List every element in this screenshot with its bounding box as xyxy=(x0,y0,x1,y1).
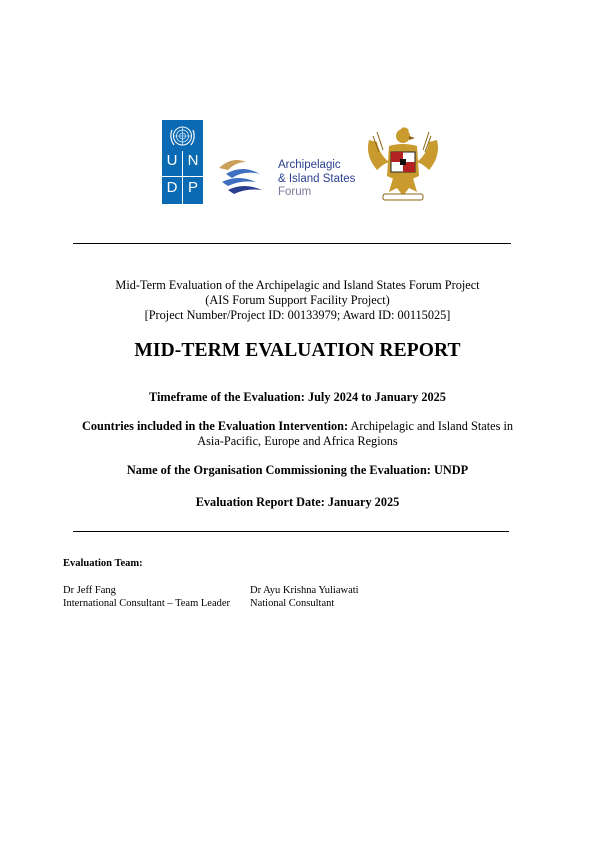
subtitle-line-3: [Project Number/Project ID: 00133979; Award ID: 00115025] xyxy=(144,308,451,322)
undp-letter-p: P xyxy=(187,179,198,196)
ais-forum-wave-icon xyxy=(216,154,266,196)
countries-label: Countries included in the Evaluation Intervention: xyxy=(81,419,349,433)
undp-logo xyxy=(162,120,203,204)
undp-letter-d: D xyxy=(166,179,178,196)
member-role: International Consultant – Team Leader xyxy=(63,598,231,609)
commissioning-organisation: Name of the Organisation Commissioning the Evaluation: UNDP xyxy=(126,463,469,477)
logo-row xyxy=(0,118,595,208)
team-member xyxy=(250,584,359,610)
countries-line-1: Archipelagic and Island States in xyxy=(348,419,514,433)
member-name: Dr Ayu Krishna Yuliawati xyxy=(250,585,359,596)
bottom-divider xyxy=(73,531,509,532)
un-emblem-icon xyxy=(168,124,197,150)
team-heading: Evaluation Team: xyxy=(63,558,143,569)
countries-line-2: Asia-Pacific, Europe and Africa Regions xyxy=(197,433,398,448)
undp-letter-n: N xyxy=(187,152,199,169)
evaluation-timeframe: Timeframe of the Evaluation: July 2024 to January 2025 xyxy=(149,390,446,404)
undp-letter-u: U xyxy=(166,152,178,169)
ais-line-2: & Island States xyxy=(278,172,356,185)
subtitle-line-2: (AIS Forum Support Facility Project) xyxy=(205,293,390,307)
report-title: MID-TERM EVALUATION REPORT xyxy=(134,340,461,361)
member-role: National Consultant xyxy=(250,598,335,609)
countries-included xyxy=(0,419,595,448)
subtitle-line-1: Mid-Term Evaluation of the Archipelagic and Island States Forum Project xyxy=(115,278,480,292)
garuda-emblem-icon xyxy=(363,122,443,204)
project-subtitle xyxy=(0,278,595,323)
report-date: Evaluation Report Date: January 2025 xyxy=(195,495,400,509)
member-name: Dr Jeff Fang xyxy=(63,585,116,596)
team-member xyxy=(63,584,230,610)
ais-line-1: Archipelagic xyxy=(278,159,341,171)
ais-line-3: Forum xyxy=(278,186,312,198)
top-divider xyxy=(73,243,511,244)
